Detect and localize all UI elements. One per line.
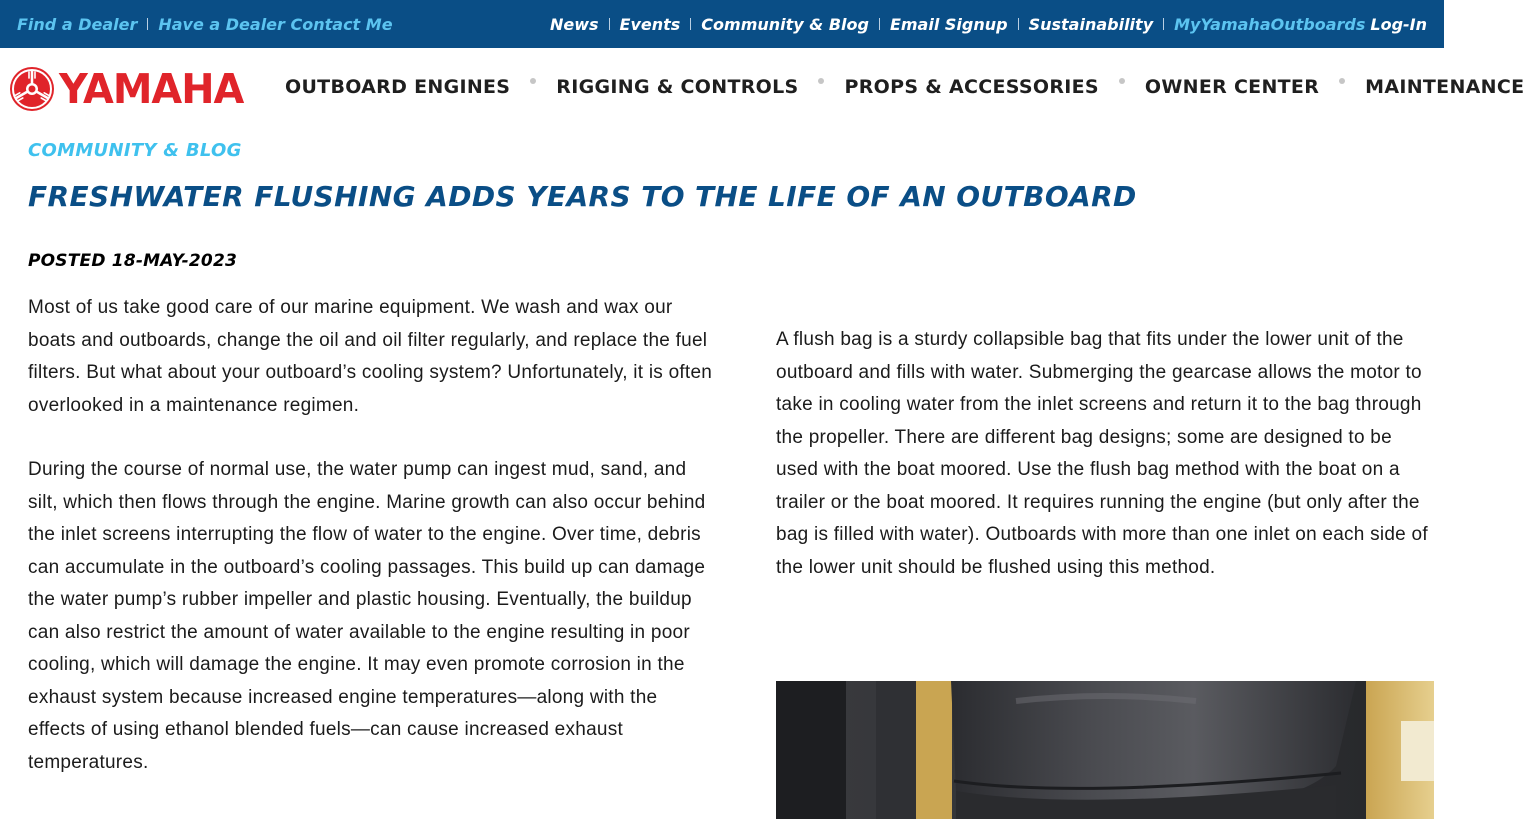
email-signup-link[interactable]: Email Signup [889,14,1008,34]
utility-divider [879,18,880,30]
article-body-left [28,292,718,811]
outboard-gearcase-image [776,681,1434,819]
primary-nav-items [285,76,1524,98]
nav-separator-dot [1339,78,1345,84]
sustainability-link[interactable]: Sustainability [1028,14,1154,34]
nav-separator-dot [530,78,536,84]
utility-right-links [550,15,1427,34]
find-a-dealer-link[interactable]: Find a Dealer [17,14,138,34]
yamaha-wordmark: YAMAHA [59,65,244,113]
utility-divider [1163,18,1164,30]
posted-date: POSTED 18-MAY-2023 [28,251,238,271]
yamaha-logo[interactable] [8,65,249,113]
article-paragraph: Most of us take good care of our marine equipment. We wash and wax our boats and outboards, change the oil and oil filter regularly, and replace the fuel filters. But what about your outboard’s cooling system? Unfortunately, it is often overlooked in a maintenance regimen. [28,297,713,416]
events-link[interactable]: Events [619,14,681,34]
nav-separator-dot [1119,78,1125,84]
article-paragraph: During the course of normal use, the water pump can ingest mud, sand, and silt, which then flows through the engine. Marine growth can also occur behind the inlet screens interrupting the flow of water to the engine. Over time, debris can accumulate in the outboard’s cooling passages. This build up can damage the water pump’s rubber impeller and plastic housing. Eventually, the buildup can also restrict the amount of water available to the engine resulting in poor cooling, which will damage the engine. It may even promote corrosion in the exhaust system because increased engine temperatures—along with the effects of using ethanol blended fuels—can cause increased exhaust temperatures. [28,459,706,773]
nav-separator-dot [818,78,824,84]
community-blog-link[interactable]: Community & Blog [701,14,869,34]
utility-divider [609,18,610,30]
outboard-photo [776,681,1434,819]
login-link[interactable]: Log-In [1370,14,1427,34]
dealer-contact-link[interactable]: Have a Dealer Contact Me [158,14,393,34]
news-link[interactable]: News [549,14,599,34]
main-nav [0,48,1524,132]
utility-bar [0,0,1444,48]
article-title: FRESHWATER FLUSHING ADDS YEARS TO THE LIFE OF AN OUTBOARD [28,180,1137,213]
utility-divider [690,18,691,30]
utility-divider [1018,18,1019,30]
my-yamaha-outboards-link[interactable]: MyYamahaOutboards [1174,14,1366,34]
nav-owner-center[interactable]: OWNER CENTER [1144,76,1320,98]
yamaha-tuning-fork-emblem-icon [8,65,56,113]
article-paragraph: A flush bag is a sturdy collapsible bag that fits under the lower unit of the outboard and fills with water. Submerging the gearcase allows the motor to take in cooling water from the inlet screens and return it to the bag through the propeller. There are different bag designs; some are designed to be used with the boat moored. Use the flush bag method with the boat on a trailer or the boat moored. It requires running the engine (but only after the bag is filled with water). Outboards with more than one inlet on each side of the lower unit should be flushed using this method. [776,329,1428,578]
nav-props-accessories[interactable]: PROPS & ACCESSORIES [844,76,1099,98]
utility-divider [147,18,148,30]
nav-outboard-engines[interactable]: OUTBOARD ENGINES [285,76,511,98]
utility-left-links [17,15,393,34]
nav-rigging-controls[interactable]: RIGGING & CONTROLS [556,76,799,98]
section-eyebrow[interactable]: COMMUNITY & BLOG [28,140,242,161]
article-body-right [776,324,1444,624]
nav-maintenance[interactable]: MAINTENANCE [1365,76,1524,98]
